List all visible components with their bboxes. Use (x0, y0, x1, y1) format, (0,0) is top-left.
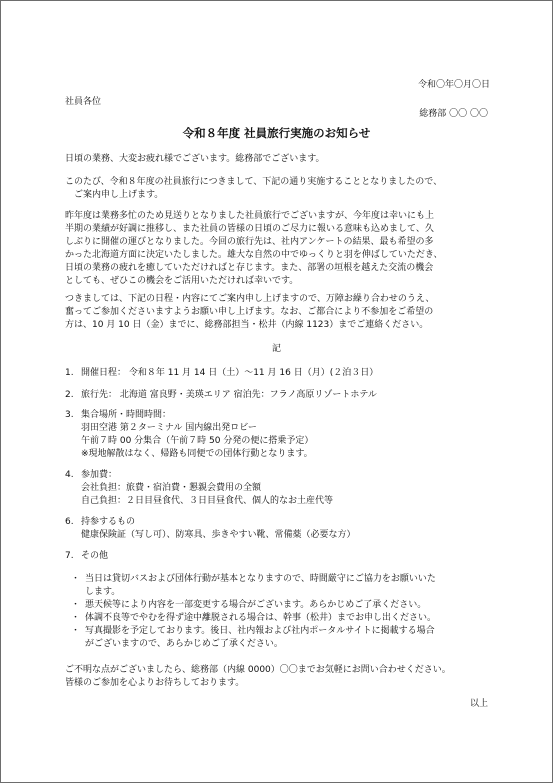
main-paragraph (65, 210, 495, 288)
item-detail: 午前７時 00 分集合（午前７時 50 分発の便に搭乗予定） (81, 436, 314, 446)
request-paragraph (65, 293, 495, 332)
text-line: 奮ってご参加くださいますようお願い申し上げます。なお、ご都合により不参加をご希望の (65, 307, 434, 317)
intro-paragraph (65, 176, 495, 202)
item-number: 4. (65, 470, 74, 480)
bullet-mark: ・ (71, 626, 81, 636)
note-line: 体調不良等でやむを得ず途中離脱される場合は、幹事（松井）までお申し出ください。 (85, 613, 437, 623)
item-text: 持参するもの (81, 517, 136, 527)
item-text: その他 (81, 551, 109, 561)
document-title: 令和８年度 社員旅行実施のお知らせ (182, 126, 371, 140)
text-line: ご不明な点がございましたら、総務部（内線 0000）〇〇までお気軽にお問い合わせください。 (65, 665, 451, 675)
text-line: このたび、令和８年度の社員旅行につきまして、下記の通り実施することとなりましたので、 (65, 177, 443, 187)
item-number: 7. (65, 551, 74, 561)
ki-heading: 記 (271, 344, 281, 354)
end-mark: 以上 (469, 699, 488, 709)
closing-paragraph (65, 664, 451, 690)
text-line: 昨年度は業務多忙のため見送りとなりました社員旅行でございますが、今年度は幸いにも上 (65, 211, 435, 221)
bullet-mark: ・ (71, 613, 81, 623)
item-detail: 自己負担：２日目昼食代、３日目昼食代、個人的なお土産代等 (81, 496, 334, 506)
item-number: 3. (65, 410, 74, 420)
recipient: 社員各位 (65, 97, 102, 107)
document-date: 令和〇年〇月〇日 (417, 80, 490, 90)
sender: 総務部 〇〇 〇〇 (419, 109, 488, 119)
text-line: 皆様のご参加を心よりお待ちしております。 (65, 678, 245, 688)
greeting-paragraph (65, 153, 495, 166)
text-line: 方は、10 月 10 日（金）までに、総務部担当・松井（内線 1123）までご連絡ください。 (65, 320, 429, 330)
item-text: 開催日程： 令和８年 11 月 14 日（土）～11 月 16 日（月）(２泊３日） (81, 368, 379, 378)
item-number: 6. (65, 517, 74, 527)
item-detail: 会社負担：旅費・宿泊費・懇親会費用の全額 (81, 483, 262, 493)
text-line: としても、ぜひこの機会をご活用いただければ幸いです。 (65, 276, 299, 286)
text-line: しぶりに開催の運びとなりました。今回の旅行先は、社内アンケートの結果、最も希望の多 (65, 237, 434, 247)
item-text: 旅行先： 北海道 富良野・美瑛エリア 宿泊先：フラノ高原リゾートホテル (81, 390, 377, 400)
text-line: 日頃の業務、大変お疲れ様でございます。総務部でございます。 (65, 154, 325, 164)
note-line: します。 (85, 587, 121, 597)
text-line: 日頃の業務の疲れを癒していただければと存じます。また、部署の垣根を越えた交流の機会 (65, 263, 434, 273)
item-number: 2. (65, 390, 74, 400)
text-line: ご案内申し上げます。 (74, 190, 164, 200)
bullet-mark: ・ (71, 600, 81, 610)
item-text: 集合場所・時間時間： (81, 410, 172, 420)
note-line: 写真撮影を予定しております。後日、社内報および社内ポータルサイトに掲載する場合 (85, 626, 435, 636)
item-number: 1. (65, 368, 74, 378)
text-line: かった北海道方面に決定いたしました。雄大な自然の中でゆっくりと羽を伸ばしていただき、 (65, 250, 443, 260)
item-detail: ※現地解散はなく、帰路も同便での団体行動となります。 (81, 449, 313, 459)
item-text: 参加費： (81, 470, 118, 480)
item-detail: 健康保険証（写し可）、防寒具、歩きやすい靴、常備薬（必要な方） (81, 530, 356, 540)
note-line: がございますので、あらかじめご了承ください。 (85, 639, 283, 649)
note-line: 悪天候等により内容を一部変更する場合がございます。あらかじめご了承ください。 (85, 600, 427, 610)
text-line: 半期の業績が好調に推移し、また社員の皆様の日頃のご尽力に報いる意味も込めまして、久 (65, 224, 434, 234)
bullet-mark: ・ (71, 574, 81, 584)
text-line: つきましては、下記の日程・内容にてご案内申し上げますので、万障お繰り合わせのうえ、 (65, 294, 435, 304)
item-detail: 羽田空港 第２ターミナル 国内線出発ロビー (81, 423, 257, 433)
note-line: 当日は貸切バスおよび団体行動が基本となりますので、時間厳守にご協力をお願いいた (85, 574, 436, 584)
